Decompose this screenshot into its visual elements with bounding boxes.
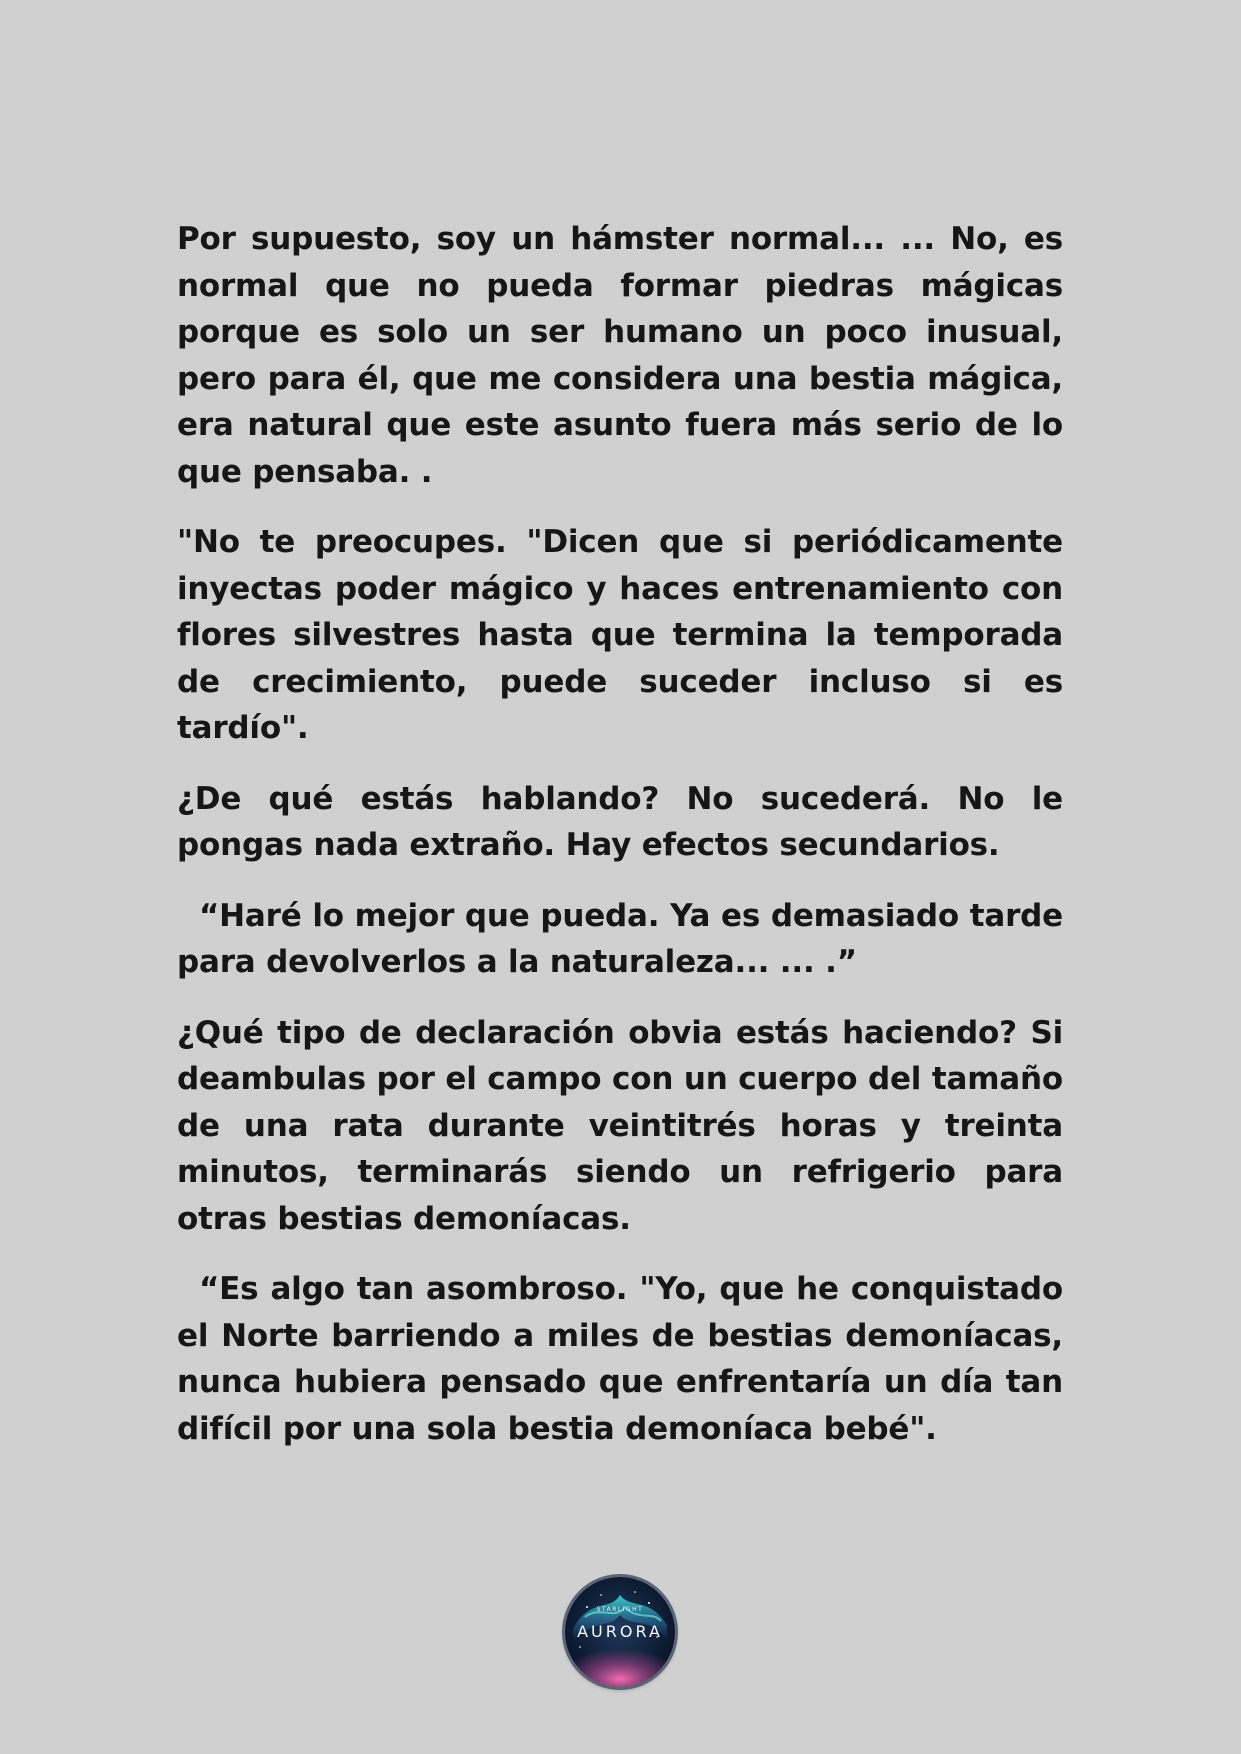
paragraph: “Es algo tan asombroso. "Yo, que he conquistado el Norte barriendo a miles de bestias demoníacas, nunca hubiera pensado que enfrentaría un día tan difícil por una sola bestia demoníaca bebé".	[177, 1271, 1063, 1447]
paragraph: ¿De qué estás hablando? No sucederá. No le pongas nada extraño. Hay efectos secundarios.	[177, 780, 1063, 863]
logo-top-text: STARLIGHT	[596, 1606, 644, 1613]
logo-name: AURORA	[577, 1622, 663, 1641]
aurora-logo-icon	[565, 1577, 675, 1687]
paragraph: “Haré lo mejor que pueda. Ya es demasiado tarde para devolverlos a la naturaleza... ... .”	[177, 897, 1063, 980]
aurora-logo	[565, 1577, 675, 1687]
paragraph: ¿Qué tipo de declaración obvia estás haciendo? Si deambulas por el campo con un cuerpo del tamaño de una rata durante veintitrés horas y treinta minutos, terminarás siendo un refrigerio para otras bestias demoníacas.	[177, 1014, 1063, 1237]
paragraph: Por supuesto, soy un hámster normal... ... No, es normal que no pueda formar piedras mágicas porque es solo un ser humano un poco inusual, pero para él, que me considera una bestia mágica, era natural que este asunto fuera más serio de lo que pensaba. .	[177, 221, 1063, 490]
page-body	[177, 216, 1063, 1476]
paragraph: "No te preocupes. "Dicen que si periódicamente inyectas poder mágico y haces entrenamiento con flores silvestres hasta que termina la temporada de crecimiento, puede suceder incluso si es tardío".	[177, 524, 1063, 746]
